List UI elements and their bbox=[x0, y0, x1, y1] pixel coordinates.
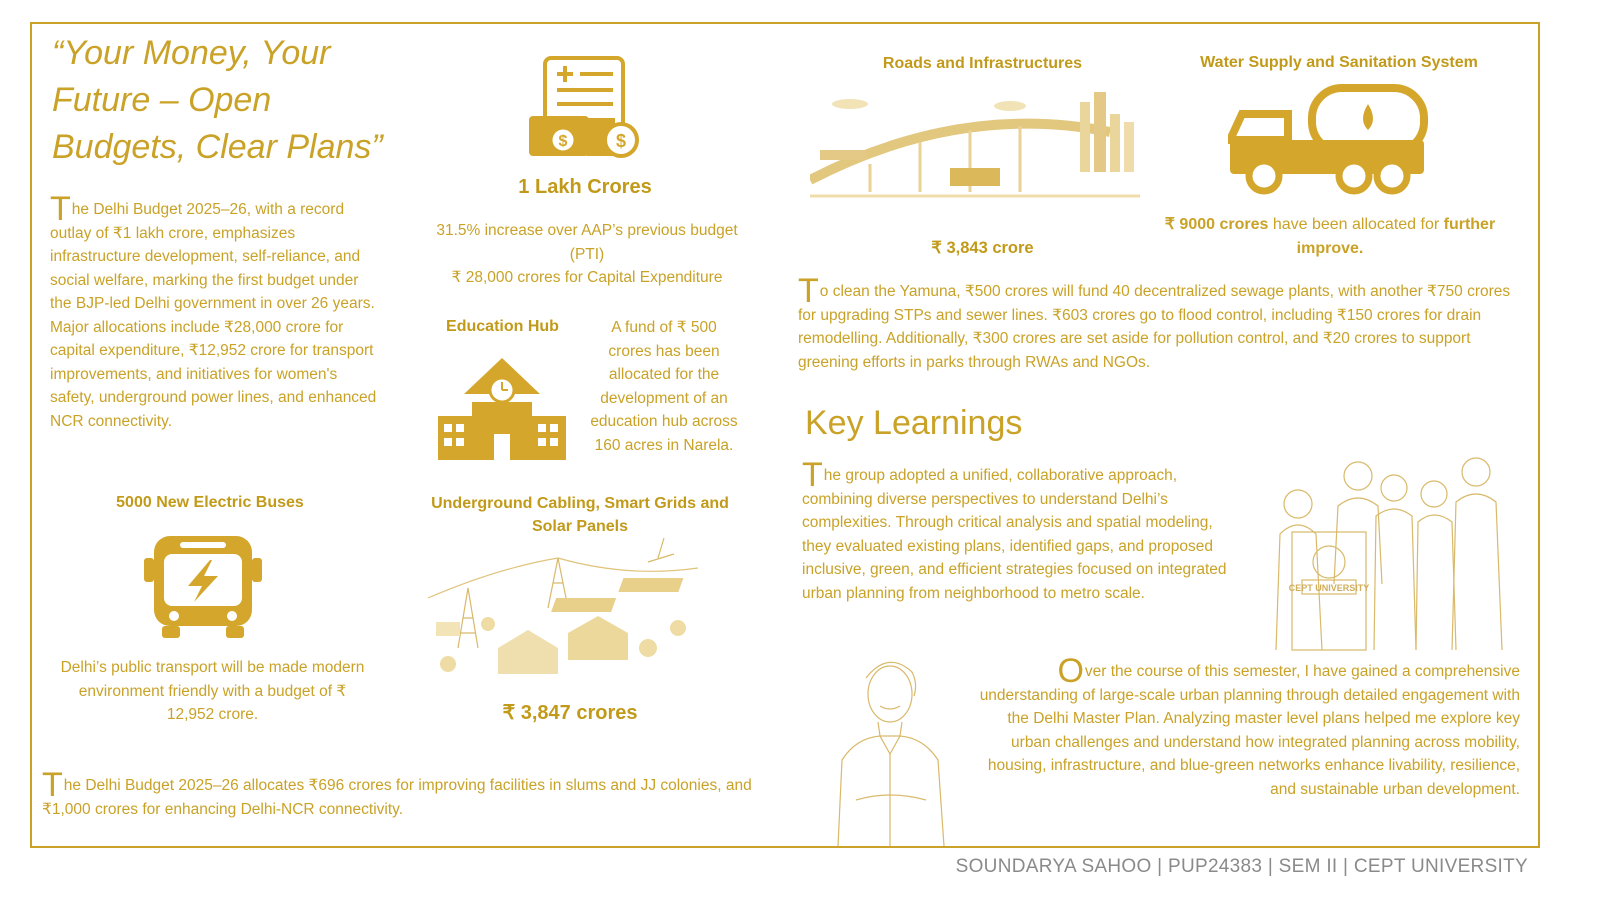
water-heading: Water Supply and Sanitation System bbox=[1200, 54, 1478, 71]
buses-text: Delhi’s public transport will be made modern environment friendly with a budget of ₹ 12,952 crore. bbox=[60, 659, 365, 723]
water-tanker-truck-icon bbox=[1228, 84, 1428, 198]
budget-capex: ₹ 28,000 crores for Capital Expenditure bbox=[451, 269, 723, 286]
roads-amount: ₹ 3,843 crore bbox=[931, 239, 1034, 257]
slums-text: he Delhi Budget 2025–26 allocates ₹696 crores for improving facilities in slums and JJ colonies, and ₹1,000 crores for enhancing Delhi-NCR connectivity. bbox=[42, 777, 752, 818]
poster-title: “Your Money, Your Future – Open Budgets, Clear Plans” bbox=[52, 34, 383, 166]
budget-increase: 31.5% increase over AAP’s previous budget (PTI) bbox=[436, 222, 738, 263]
cabling-heading: Underground Cabling, Smart Grids and Solar Panels bbox=[431, 495, 729, 535]
student-portrait-illustration bbox=[826, 650, 956, 846]
svg-text:$: $ bbox=[558, 133, 568, 150]
water-text-mid: have been allocated for bbox=[1268, 216, 1444, 233]
smart-grid-illustration bbox=[428, 538, 708, 688]
personal-text: ver the course of this semester, I have gained a comprehensive understanding of large-scale urban planning through detailed engagement with the Delhi Master Plan. Analyzing master level plans helped me explore key urban challenges and understand how integrated planning across mobility, housing, infrastructure, and blue-green networks enhance livability, resilience, and sustainable urban development. bbox=[979, 663, 1520, 798]
yamuna-text: o clean the Yamuna, ₹500 crores will fund 40 decentralized sewage plants, with another ₹750 crores for upgrading STPs and sewer lines. ₹603 crores go to flood control, including ₹150 crores for drain remodelling. Additionally, ₹300 crores are set aside for pollution control, and ₹20 crores to support greening efforts in parks through RWAs and NGOs. bbox=[798, 283, 1511, 371]
roads-heading: Roads and Infrastructures bbox=[882, 55, 1083, 72]
cabling-amount: ₹ 3,847 crores bbox=[502, 702, 638, 724]
water-text-end: further improve. bbox=[1296, 216, 1496, 257]
electric-bus-icon bbox=[140, 532, 266, 642]
key-learnings-paragraph bbox=[802, 456, 1232, 605]
personal-paragraph bbox=[968, 652, 1520, 801]
intro-text: he Delhi Budget 2025–26, with a record outlay of ₹1 lakh crore, emphasizes infrastructure development, self-reliance, and social welfare, marking the first budget under the BJP-led Delhi government in over 26 years. Major allocations include ₹28,000 crore for capital expenditure, ₹12,952 crore for transport improvements, and initiatives for women's safety, underground power lines, and enhanced NCR connectivity. bbox=[50, 201, 377, 430]
water-amount: ₹ 9000 crores bbox=[1164, 216, 1269, 233]
key-learnings-heading: Key Learnings bbox=[805, 404, 1023, 442]
intro-paragraph bbox=[50, 190, 380, 433]
svg-text:$: $ bbox=[615, 131, 627, 151]
education-text: A fund of ₹ 500 crores has been allocated for the development of an education hub across 160 acres in Narela. bbox=[590, 319, 738, 454]
roads-bridge-illustration bbox=[810, 92, 1140, 206]
education-heading: Education Hub bbox=[446, 318, 559, 335]
podium-label: CEPT UNIVERSITY bbox=[1288, 583, 1370, 593]
yamuna-dropcap: T bbox=[798, 272, 819, 310]
buses-heading: 5000 New Electric Buses bbox=[116, 494, 304, 511]
budget-document-coins-icon bbox=[525, 52, 645, 162]
footer-credit: SOUNDARYA SAHOO | PUP24383 | SEM II | CEPT UNIVERSITY bbox=[955, 856, 1528, 877]
key-text: he group adopted a unified, collaborative approach, combining diverse perspectives to understand Delhi’s complexities. Through critical analysis and spatial modeling, they evaluated existing plans, identified gaps, and proposed inclusive, green, and efficient strategies focused on integrated urban planning from neighborhood to metro scale. bbox=[802, 467, 1227, 602]
yamuna-paragraph bbox=[798, 272, 1513, 374]
group-students-illustration bbox=[1266, 454, 1516, 654]
key-dropcap: T bbox=[802, 456, 823, 494]
water-text bbox=[1150, 213, 1510, 261]
budget-total: 1 Lakh Crores bbox=[518, 176, 652, 198]
personal-dropcap: O bbox=[1057, 652, 1084, 690]
slums-dropcap: T bbox=[42, 766, 63, 804]
intro-dropcap: T bbox=[50, 190, 71, 228]
slums-paragraph bbox=[42, 766, 762, 821]
school-building-icon bbox=[436, 356, 568, 464]
